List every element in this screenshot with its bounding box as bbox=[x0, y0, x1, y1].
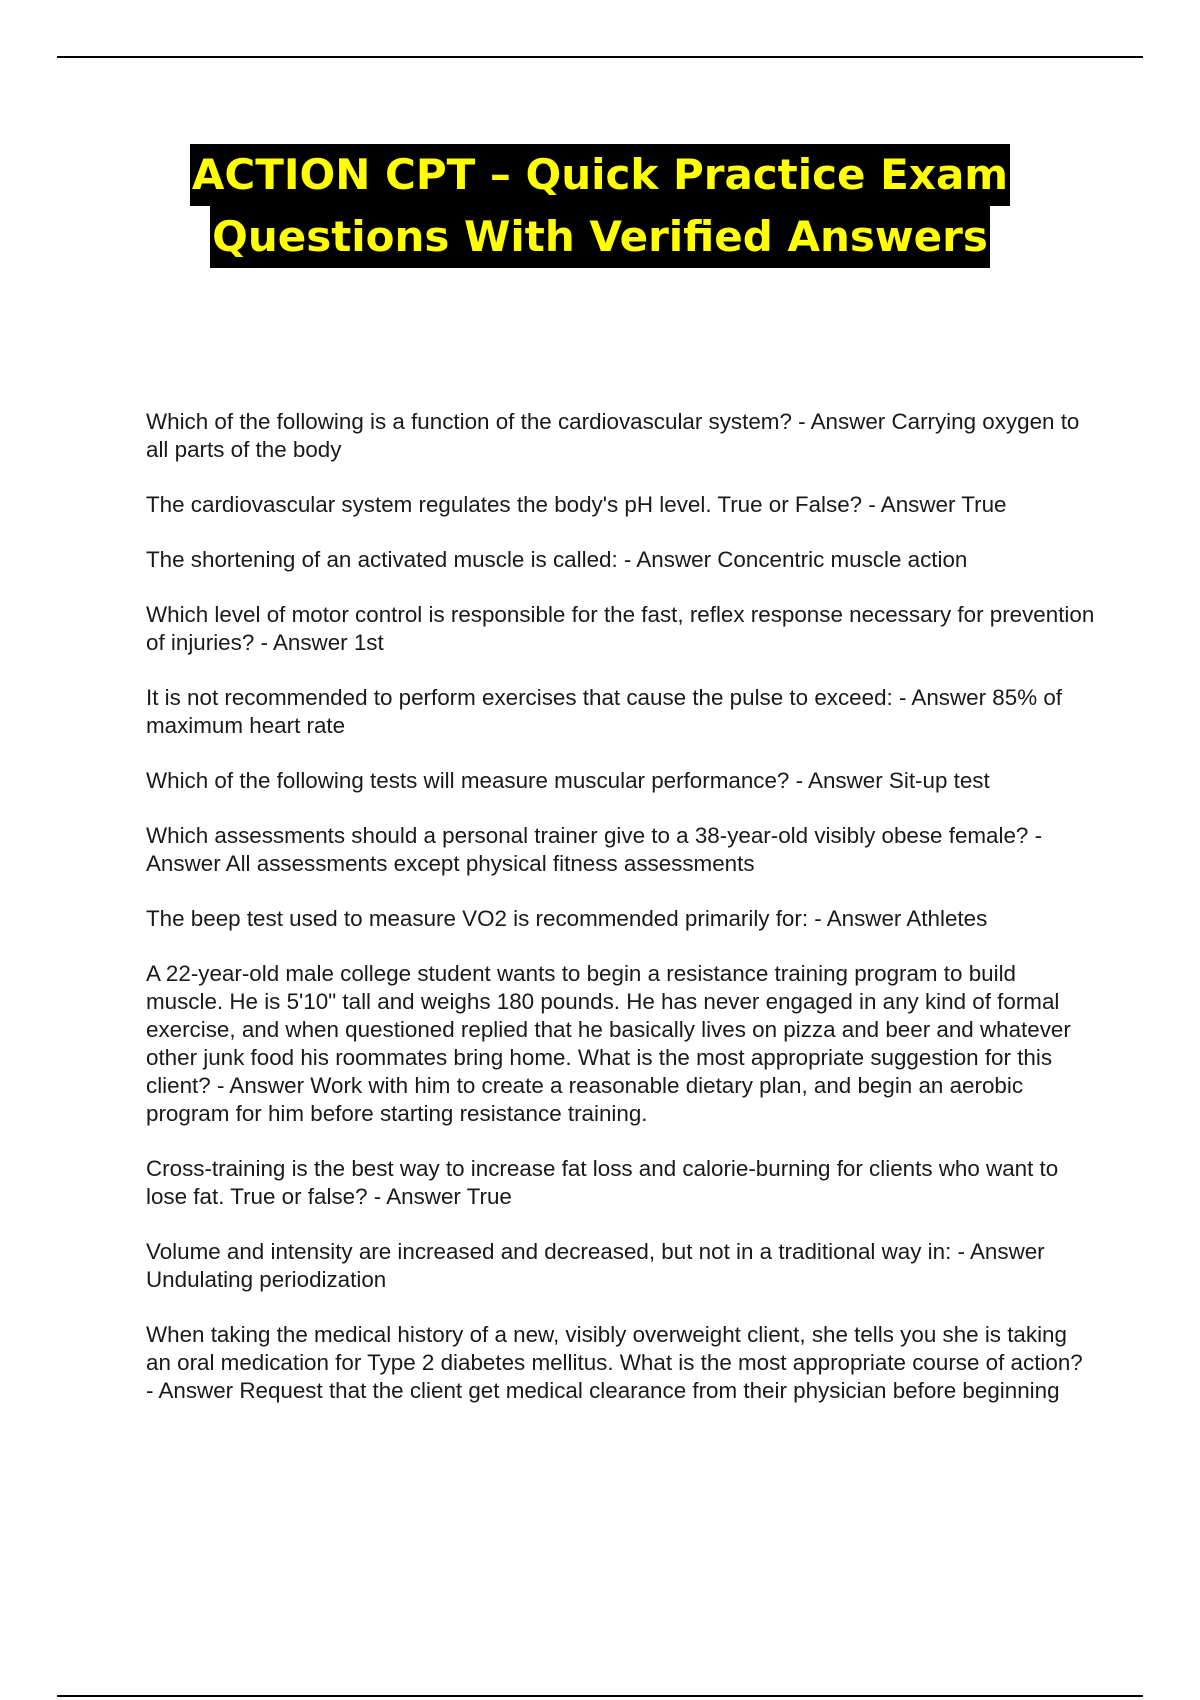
qa-item: Which of the following tests will measure muscular performance? - Answer Sit-up test bbox=[146, 768, 990, 793]
qa-item: The shortening of an activated muscle is called: - Answer Concentric muscle action bbox=[146, 547, 968, 572]
qa-item: A 22-year-old male college student wants to begin a resistance training program to build muscle. He is 5'10" tall and weighs 180 pounds. He has never engaged in any kind of formal exercise, and when questioned replied that he basically lives on pizza and beer and whatever other junk food his roommates bring home. What is the most appropriate suggestion for this client? - Answer Work with him to create a reasonable dietary plan, and begin an aerobic program for him before starting resistance training. bbox=[146, 961, 1071, 1126]
title-line-1: ACTION CPT – Quick Practice Exam bbox=[190, 144, 1010, 206]
qa-item: When taking the medical history of a new, visibly overweight client, she tells you she is taking an oral medication for Type 2 diabetes mellitus. What is the most appropriate course of action? - Answer Request that the client get medical clearance from their physician before beginning bbox=[146, 1322, 1083, 1403]
qa-item: Which level of motor control is responsible for the fast, reflex response necessary for prevention of injuries? - Answer 1st bbox=[146, 602, 1095, 655]
qa-item: Which assessments should a personal trainer give to a 38-year-old visibly obese female? - Answer All assessments except physical fitness assessments bbox=[146, 823, 1043, 876]
qa-list bbox=[146, 408, 1096, 1432]
qa-item: Which of the following is a function of the cardiovascular system? - Answer Carrying oxygen to all parts of the body bbox=[146, 409, 1080, 462]
bottom-rule bbox=[57, 1695, 1143, 1697]
top-rule bbox=[57, 56, 1143, 58]
document-title bbox=[0, 144, 1200, 268]
qa-item: Volume and intensity are increased and decreased, but not in a traditional way in: - Answer Undulating periodization bbox=[146, 1239, 1045, 1292]
qa-item: It is not recommended to perform exercises that cause the pulse to exceed: - Answer 85% of maximum heart rate bbox=[146, 685, 1062, 738]
qa-item: Cross-training is the best way to increase fat loss and calorie-burning for clients who want to lose fat. True or false? - Answer True bbox=[146, 1156, 1059, 1209]
qa-item: The beep test used to measure VO2 is recommended primarily for: - Answer Athletes bbox=[146, 906, 988, 931]
qa-item: The cardiovascular system regulates the body's pH level. True or False? - Answer True bbox=[146, 492, 1007, 517]
title-line-2: Questions With Verified Answers bbox=[210, 206, 990, 268]
